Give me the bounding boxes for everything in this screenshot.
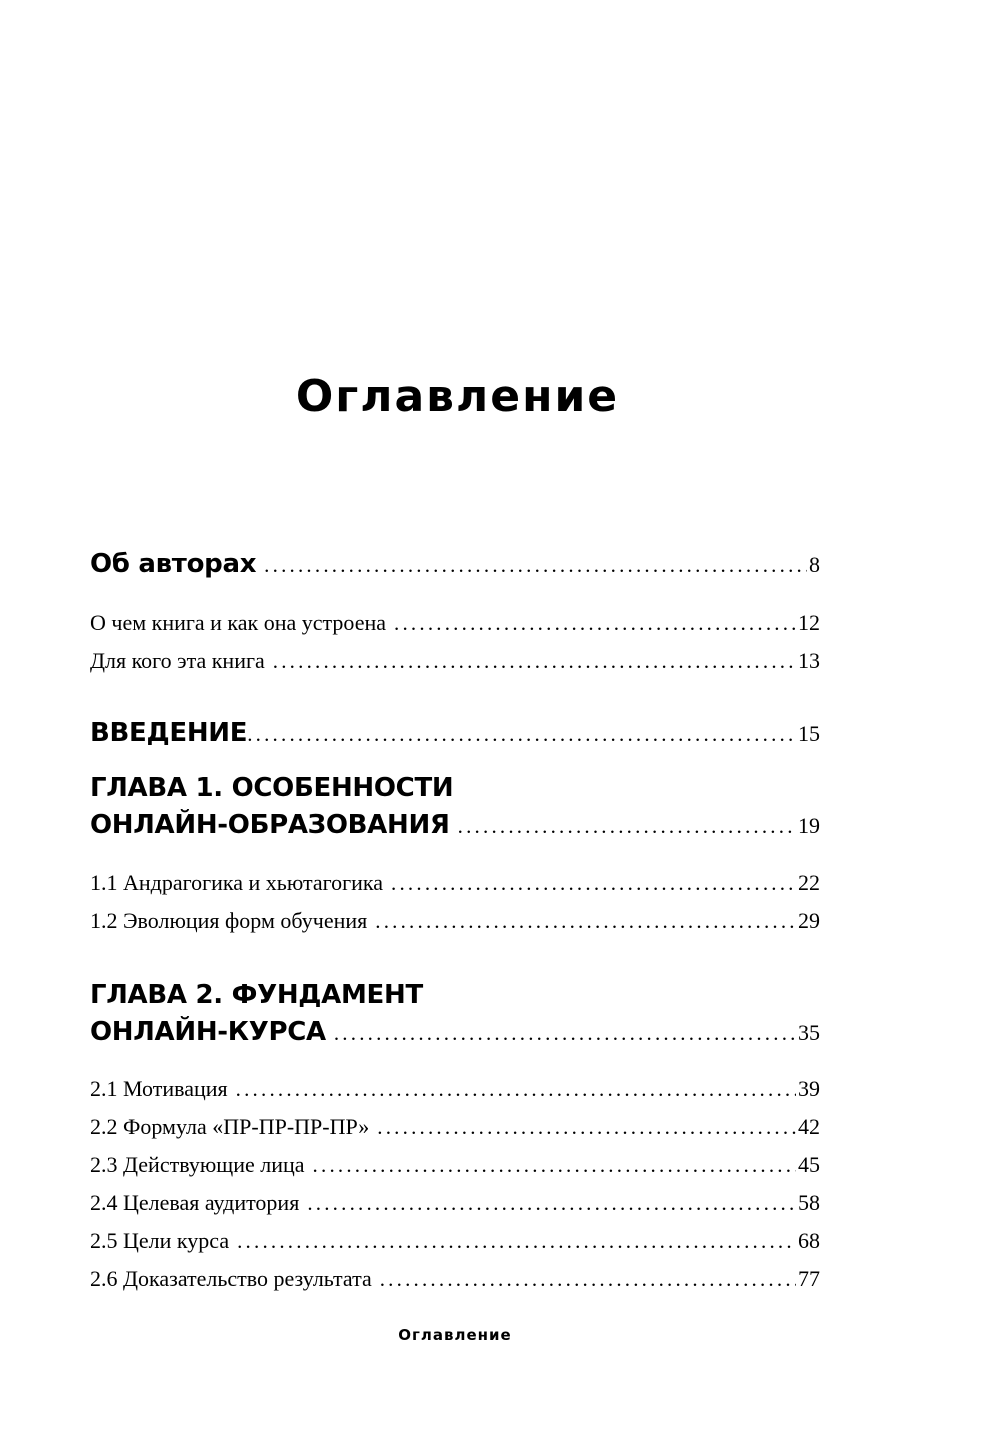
toc-entry-label: Для кого эта книга — [90, 648, 265, 673]
toc-entry-section[interactable] — [90, 908, 820, 934]
toc-page-number: 15 — [798, 721, 820, 746]
dot-leader — [247, 722, 796, 747]
toc-entry-label: 2.5 Цели курса — [90, 1228, 230, 1253]
toc-entry-intro[interactable] — [90, 718, 820, 748]
dot-leader — [273, 649, 796, 674]
toc-entry-about-authors[interactable] — [90, 549, 820, 579]
toc-page-number: 68 — [798, 1228, 820, 1253]
toc-page-number: 8 — [809, 552, 820, 577]
toc-entry-section[interactable] — [90, 1114, 820, 1140]
page-title: Оглавление — [295, 371, 620, 423]
dot-leader — [334, 1021, 796, 1046]
toc-entry-section[interactable] — [90, 1266, 820, 1292]
toc-page-number: 77 — [798, 1266, 820, 1291]
toc-entry-section[interactable] — [90, 1228, 820, 1254]
toc-page-number: 35 — [798, 1020, 820, 1045]
toc-entry-label: О чем книга и как она устроена — [90, 610, 387, 635]
toc-page-number: 39 — [798, 1076, 820, 1101]
toc-entry-section[interactable] — [90, 870, 820, 896]
toc-page-number: 45 — [798, 1152, 820, 1177]
toc-entry-label: 2.6 Доказательство результата — [90, 1266, 372, 1291]
toc-entry-chapter2[interactable] — [90, 1017, 820, 1047]
toc-entry-for-whom[interactable] — [90, 648, 820, 674]
chapter1-title-line2: ОНЛАЙН-ОБРАЗОВАНИЯ — [90, 810, 450, 840]
toc-page-number: 12 — [798, 610, 820, 635]
toc-page-number: 58 — [798, 1190, 820, 1215]
toc-entry-section[interactable] — [90, 1190, 820, 1216]
toc-entry-label: 2.4 Целевая аудитория — [90, 1190, 300, 1215]
dot-leader — [237, 1229, 796, 1254]
toc-entry-chapter1[interactable] — [90, 810, 820, 840]
toc-entry-section[interactable] — [90, 1076, 820, 1102]
dot-leader — [394, 611, 796, 636]
toc-entry-about-book[interactable] — [90, 610, 820, 636]
toc-entry-label: 1.2 Эволюция форм обучения — [90, 908, 368, 933]
toc-entry-label: Об авторах — [90, 549, 257, 579]
dot-leader — [236, 1077, 796, 1102]
running-footer: Оглавление — [398, 1326, 512, 1344]
toc-page-number: 29 — [798, 908, 820, 933]
chapter1-title-line1: ГЛАВА 1. ОСОБЕННОСТИ — [90, 773, 454, 803]
dot-leader — [391, 871, 796, 896]
toc-entry-label: 2.3 Действующие лица — [90, 1152, 305, 1177]
dot-leader — [307, 1191, 796, 1216]
dot-leader — [375, 909, 796, 934]
toc-entry-section[interactable] — [90, 1152, 820, 1178]
toc-entry-label: ВВЕДЕНИЕ — [90, 718, 248, 748]
toc-page-number: 19 — [798, 813, 820, 838]
dot-leader — [380, 1267, 796, 1292]
dot-leader — [313, 1153, 796, 1178]
toc-entry-label: 2.1 Мотивация — [90, 1076, 228, 1101]
chapter2-title-line2: ОНЛАЙН-КУРСА — [90, 1017, 326, 1047]
dot-leader — [264, 553, 807, 578]
dot-leader — [377, 1115, 796, 1140]
toc-page-number: 22 — [798, 870, 820, 895]
toc-page-number: 13 — [798, 648, 820, 673]
toc-entry-label: 2.2 Формула «ПР-ПР-ПР-ПР» — [90, 1114, 370, 1139]
toc-entry-label: 1.1 Андрагогика и хьютагогика — [90, 870, 384, 895]
toc-page-number: 42 — [798, 1114, 820, 1139]
dot-leader — [458, 814, 796, 839]
chapter2-title-line1: ГЛАВА 2. ФУНДАМЕНТ — [90, 980, 423, 1010]
